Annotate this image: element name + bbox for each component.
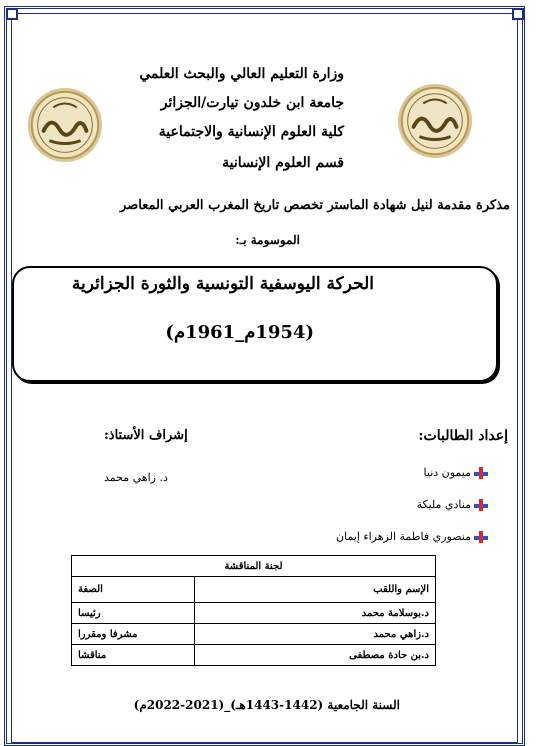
- faculty-name: كلية العلوم الإنسانية والاجتماعية: [158, 124, 344, 140]
- thesis-period: (1954م_1961م): [165, 322, 314, 343]
- ministry-name: وزارة التعليم العالي والبحث العلمي: [139, 66, 344, 82]
- table-row: [72, 577, 436, 603]
- student-name: ميمون دنيا: [423, 466, 471, 479]
- student-item: [424, 466, 488, 479]
- frame-corner-top-right: [512, 8, 524, 20]
- column-header-role: الصفة: [72, 577, 195, 603]
- jury-member-role: مشرفا ومقررا: [72, 624, 195, 645]
- student-item: [417, 498, 488, 511]
- table-row: [72, 603, 436, 624]
- university-logo-right: [396, 82, 474, 160]
- titled-label: الموسومة بـ:: [235, 233, 300, 247]
- table-row: [72, 645, 436, 666]
- department-name: قسم العلوم الإنسانية: [222, 155, 344, 171]
- student-item: [336, 530, 488, 543]
- academic-year: السنة الجامعية (1442-1443هـ)_(2021-2022م): [133, 698, 400, 712]
- jury-member-name: د.بن حادة مصطفى: [195, 645, 436, 666]
- students-label: إعداد الطالبات:: [418, 428, 508, 444]
- jury-member-role: رئيسا: [72, 603, 195, 624]
- column-header-name: الإسم واللقب: [195, 577, 436, 603]
- bullet-icon: [474, 467, 488, 479]
- university-name: جامعة ابن خلدون تيارت/الجزائر: [160, 95, 344, 111]
- jury-member-role: مناقشا: [72, 645, 195, 666]
- jury-table: [71, 555, 436, 666]
- student-name: منادي مليكة: [416, 498, 471, 511]
- table-row: [72, 556, 436, 577]
- frame-corner-top-left: [6, 8, 18, 20]
- supervisor-label: إشراف الأستاذ:: [104, 428, 188, 443]
- jury-member-name: د.زاهي محمد: [195, 624, 436, 645]
- university-logo-left: [26, 86, 104, 164]
- bullet-icon: [474, 531, 488, 543]
- table-row: [72, 624, 436, 645]
- thesis-title: الحركة اليوسفية التونسية والثورة الجزائرية: [71, 274, 374, 294]
- jury-member-name: د.بوسلامة محمد: [195, 603, 436, 624]
- memo-description: مذكرة مقدمة لنيل شهادة الماستر تخصص تاريخ المغرب العربي المعاصر: [120, 198, 510, 213]
- student-name: منصوري فاطمة الزهراء إيمان: [336, 530, 471, 543]
- bullet-icon: [474, 499, 488, 511]
- supervisor-name: د. زاهي محمد: [104, 471, 168, 484]
- jury-title: لجنة المناقشة: [72, 556, 436, 577]
